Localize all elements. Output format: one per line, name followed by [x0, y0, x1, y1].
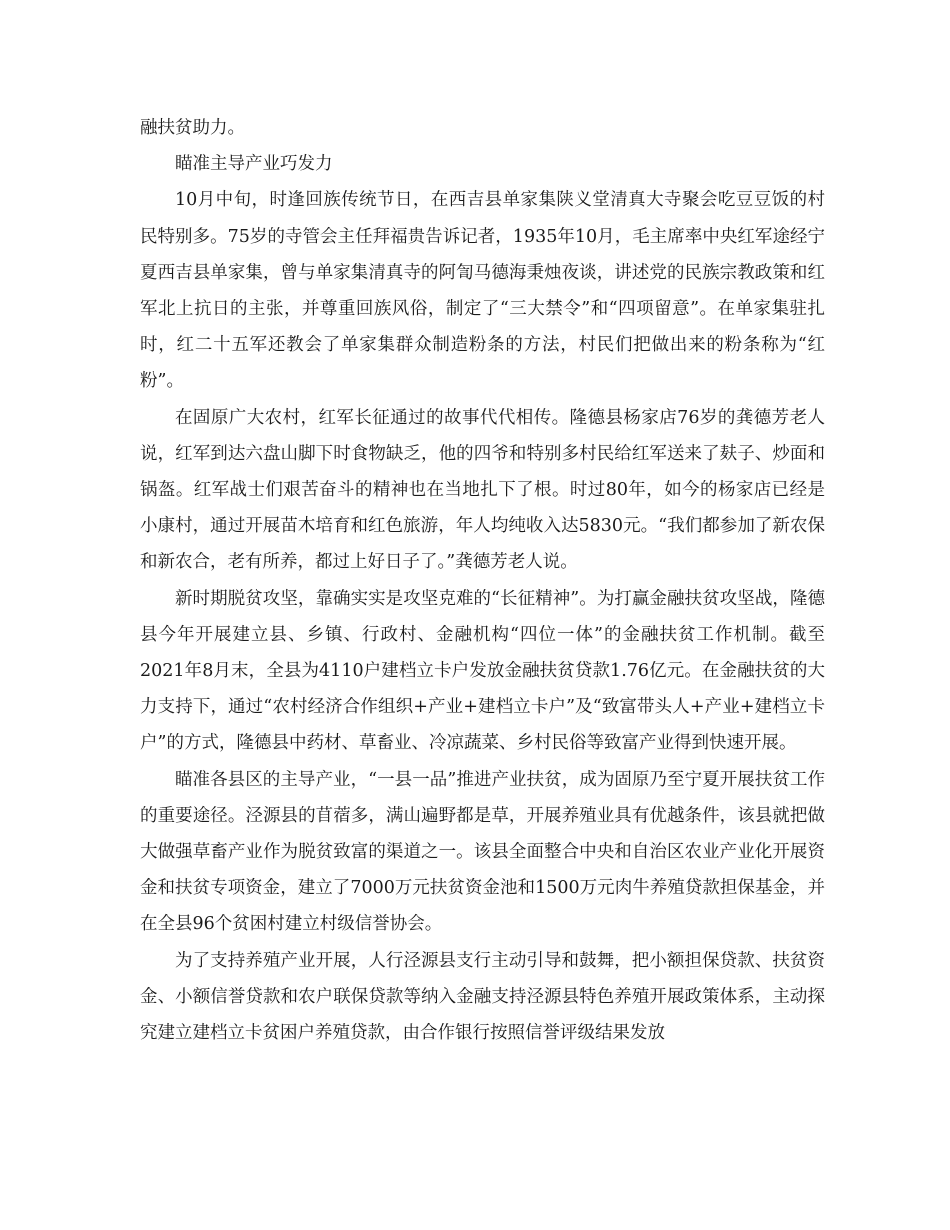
paragraph-6: 瞄准各县区的主导产业，“一县一品”推进产业扶贫，成为固原乃至宁夏开展扶贫工作的重要途径。泾源县的苜蓿多，满山遍野都是草，开展养殖业具有优越条件，该县就把做大做强草畜产业作为脱贫致富的渠道之一。该县全面整合中央和自治区农业产业化开展资金和扶贫专项资金，建立了7000万元扶贫资金池和1500万元肉牛养殖贷款担保基金，并在全县96个贫困村建立村级信誉协会。 — [140, 769, 825, 935]
paragraph-4: 在固原广大农村，红军长征通过的故事代代相传。隆德县杨家店76岁的龚德芳老人说，红军到达六盘山脚下时食物缺乏，他的四爷和特别多村民给红军送来了麸子、炒面和锅盔。红军战士们艰苦奋斗的精神也在当地扎下了根。时过80年，如今的杨家店已经是小康村，通过开展苗木培育和红色旅游，年人均纯收入达5830元。“我们都参加了新农保和新农合，老有所养，都过上好日子了。”龚德芳老人说。 — [140, 407, 825, 573]
document-body — [140, 110, 825, 1051]
paragraph-1: 融扶贫助力。 — [140, 118, 245, 138]
paragraph-7: 为了支持养殖产业开展，人行泾源县支行主动引导和鼓舞，把小额担保贷款、扶贫资金、小额信誉贷款和农户联保贷款等纳入金融支持泾源县特色养殖开展政策体系，主动探究建立建档立卡贫困户养殖贷款，由合作银行按照信誉评级结果发放 — [140, 950, 825, 1044]
paragraph-5: 新时期脱贫攻坚，靠确实实是攻坚克难的“长征精神”。为打赢金融扶贫攻坚战，隆德县今年开展建立县、乡镇、行政村、金融机构“四位一体”的金融扶贫工作机制。截至2021年8月末，全县为4110户建档立卡户发放金融扶贫贷款1.76亿元。在金融扶贫的大力支持下，通过“农村经济合作组织+产业+建档立卡户”及“致富带头人+产业+建档立卡户”的方式，隆德县中药材、草畜业、冷凉蔬菜、乡村民俗等致富产业得到快速开展。 — [140, 588, 825, 754]
section-heading: 瞄准主导产业巧发力 — [175, 154, 333, 175]
paragraph-3: 10月中旬，时逢回族传统节日，在西吉县单家集陕义堂清真大寺聚会吃豆豆饭的村民特别多。75岁的寺管会主任拜福贵告诉记者，1935年10月，毛主席率中央红军途经宁夏西吉县单家集，曾与单家集清真寺的阿訇马德海秉烛夜谈，讲述党的民族宗教政策和红军北上抗日的主张，并尊重回族风俗，制定了“三大禁令”和“四项留意”。在单家集驻扎时，红二十五军还教会了单家集群众制造粉条的方法，村民们把做出来的粉条称为“红粉”。 — [140, 190, 825, 392]
